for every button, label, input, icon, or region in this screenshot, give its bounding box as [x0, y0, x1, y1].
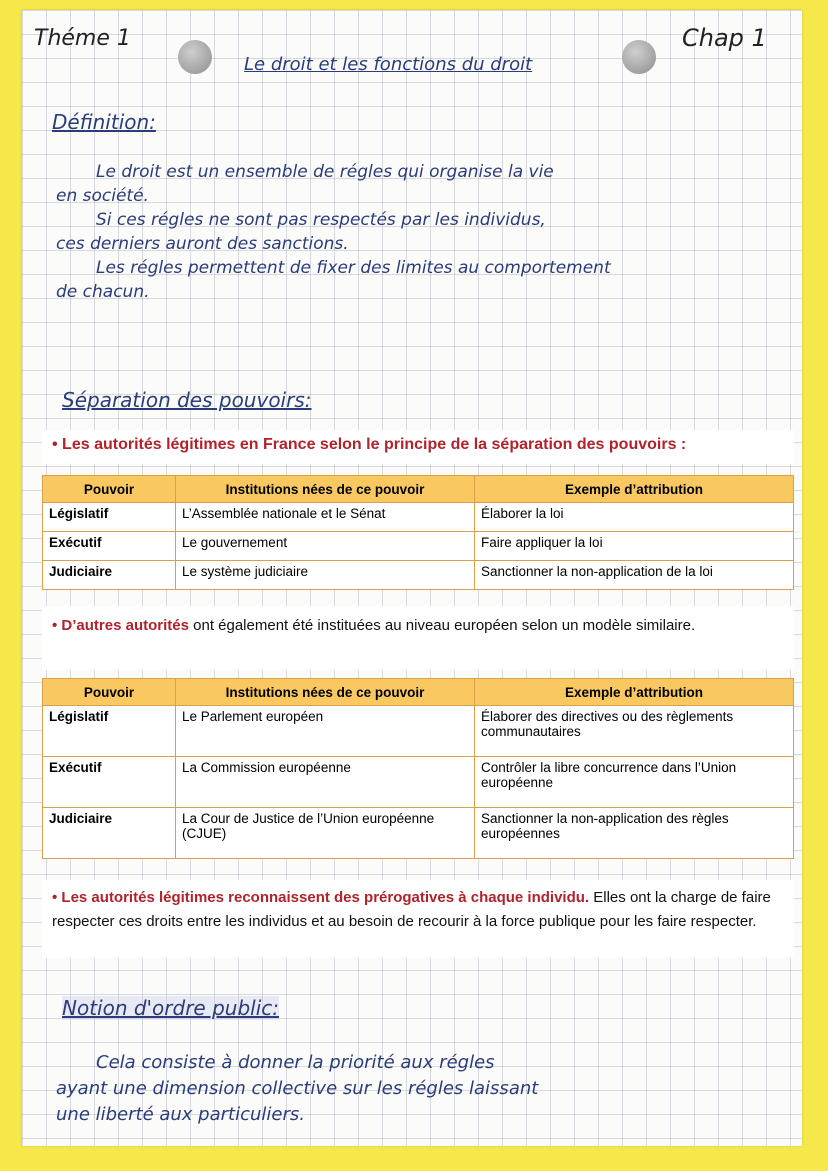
page-title: Le droit et les fonctions du droit: [244, 54, 533, 75]
chapter-label: Chap 1: [682, 24, 767, 52]
rights-text: Elles ont la charge de faire respecter ces droits entre les individus et au besoin de recourir à la force publique pour les faire respecter.: [52, 889, 771, 930]
france-intro-text: Les autorités légitimes en France selon le principe de la séparation des pouvoirs :: [62, 436, 687, 453]
france-intro: [42, 430, 794, 464]
table-header: Pouvoir: [43, 476, 176, 503]
table-cell: Sanctionner la non-application des règles européennes: [475, 808, 794, 859]
table-cell: La Commission européenne: [176, 757, 475, 808]
table-cell: La Cour de Justice de l’Union européenne (CJUE): [176, 808, 475, 859]
ordre-public-text: [56, 1050, 796, 1128]
ordre-line: une liberté aux particuliers.: [56, 1104, 305, 1125]
table-cell: L’Assemblée nationale et le Sénat: [176, 503, 475, 532]
theme-label: Théme 1: [34, 26, 131, 51]
table-cell: Élaborer des directives ou des règlements communautaires: [475, 706, 794, 757]
table-cell: Judiciaire: [43, 808, 176, 859]
definition-line: Les régles permettent de fixer des limites au comportement: [96, 258, 611, 278]
table-row: [43, 503, 794, 532]
eu-intro-text: ont également été instituées au niveau européen selon un modèle similaire.: [188, 617, 696, 634]
definition-line: en société.: [56, 186, 149, 206]
separation-heading: Séparation des pouvoirs:: [62, 388, 312, 412]
table-cell: Judiciaire: [43, 561, 176, 590]
eu-intro: [42, 606, 794, 670]
table-header: Institutions nées de ce pouvoir: [176, 679, 475, 706]
table-cell: Exécutif: [43, 757, 176, 808]
definition-text: [56, 160, 796, 304]
eu-powers-table: [42, 678, 794, 859]
definition-heading: Définition:: [52, 110, 156, 134]
rights-paragraph: [42, 880, 794, 958]
grid-paper: [22, 10, 802, 1146]
table-header: Exemple d’attribution: [475, 476, 794, 503]
ordre-line: Cela consiste à donner la priorité aux régles: [96, 1052, 495, 1073]
table-header: Pouvoir: [43, 679, 176, 706]
table-row: [43, 561, 794, 590]
table-header: Exemple d’attribution: [475, 679, 794, 706]
table-cell: Contrôler la libre concurrence dans l’Union européenne: [475, 757, 794, 808]
bullet-icon: •: [52, 889, 62, 906]
table-cell: Élaborer la loi: [475, 503, 794, 532]
table-header: Institutions nées de ce pouvoir: [176, 476, 475, 503]
punch-hole-right: [622, 40, 656, 74]
table-row: [43, 808, 794, 859]
definition-line: de chacun.: [56, 282, 150, 302]
table-cell: Législatif: [43, 706, 176, 757]
bullet-icon: •: [52, 617, 62, 634]
definition-line: Si ces régles ne sont pas respectés par les individus,: [96, 210, 546, 230]
eu-intro-bold: D’autres autorités: [61, 617, 189, 634]
ordre-line: ayant une dimension collective sur les régles laissant: [56, 1078, 539, 1099]
table-cell: Législatif: [43, 503, 176, 532]
bullet-icon: •: [52, 436, 63, 453]
table-row: [43, 757, 794, 808]
france-powers-table: [42, 475, 794, 590]
table-cell: Le gouvernement: [176, 532, 475, 561]
table-cell: Sanctionner la non-application de la loi: [475, 561, 794, 590]
ordre-public-heading: Notion d'ordre public:: [62, 996, 280, 1020]
definition-line: ces derniers auront des sanctions.: [56, 234, 349, 254]
table-row: [43, 706, 794, 757]
punch-hole-left: [178, 40, 212, 74]
table-cell: Le Parlement européen: [176, 706, 475, 757]
table-cell: Exécutif: [43, 532, 176, 561]
table-cell: Faire appliquer la loi: [475, 532, 794, 561]
table-cell: Le système judiciaire: [176, 561, 475, 590]
definition-line: Le droit est un ensemble de régles qui organise la vie: [96, 162, 554, 182]
table-row: [43, 532, 794, 561]
rights-bold: Les autorités légitimes reconnaissent des prérogatives à chaque individu.: [61, 889, 590, 906]
